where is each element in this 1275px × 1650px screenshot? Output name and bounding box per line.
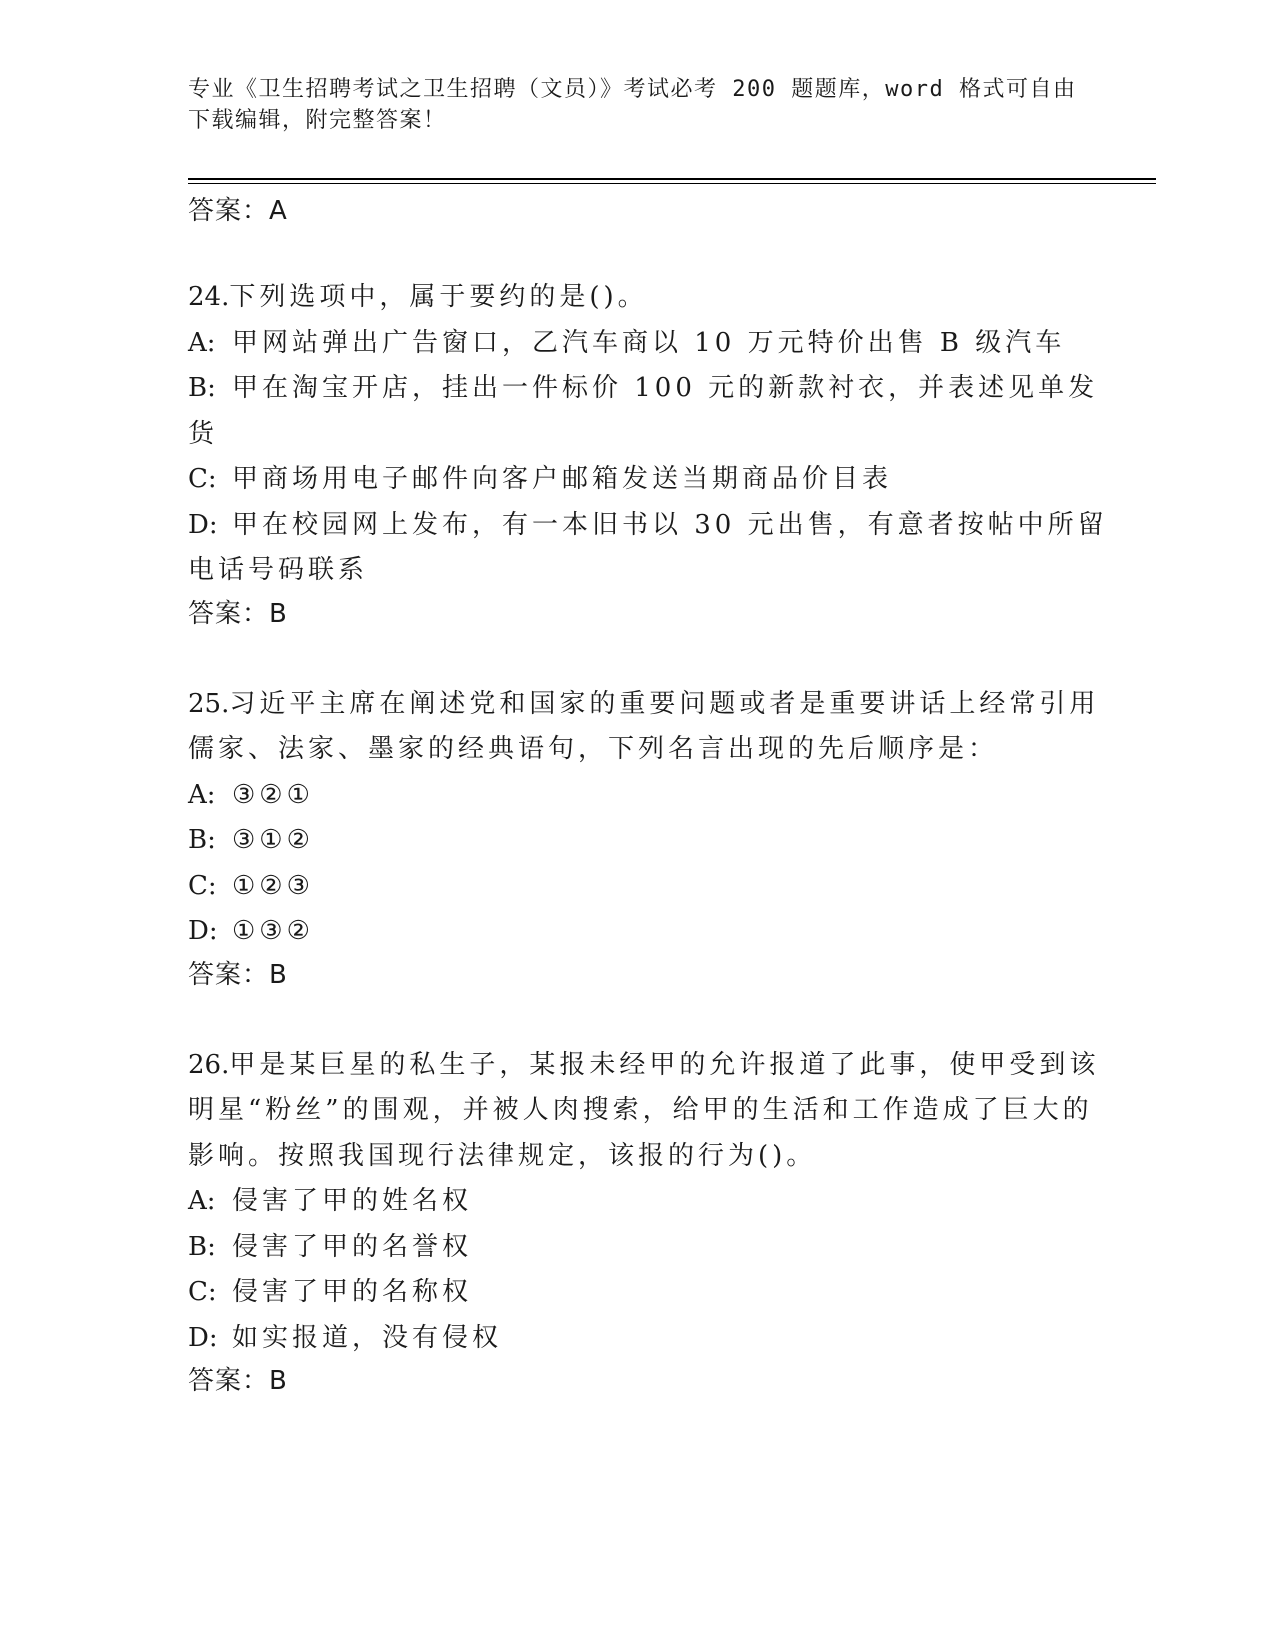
option-label: D: [188,509,218,540]
option-d [188,909,1108,955]
option-text: 甲商场用电子邮件向客户邮箱发送当期商品价目表 [232,464,893,494]
header-rule-thin [188,183,1156,184]
option-label: C: [188,1277,217,1307]
option-d [188,503,1108,594]
question-stem [188,682,1108,773]
answer-line: 答案：B [188,598,288,629]
option-text: 侵害了甲的名誉权 [232,1231,473,1262]
option-label: D: [188,916,218,946]
option-c [188,1270,1108,1316]
option-text: 甲在淘宝开店，挂出一件标价 100 元的新款衬衣，并表述见单发货 [188,373,1099,449]
document-header: 专业《卫生招聘考试之卫生招聘（文员）》考试必考 200 题题库，word 格式可自由下载编辑，附完整答案！ [188,77,1077,133]
option-label: B: [188,825,216,855]
option-text: ③①② [232,825,314,855]
option-a [188,773,1108,819]
option-text: 甲在校园网上发布，有一本旧书以 30 元出售，有意者按帖中所留电话号码联系 [188,509,1108,585]
option-label: D: [188,1322,218,1353]
document-body [188,191,1108,1401]
option-label: B: [188,373,216,403]
question-number: 24. [188,282,230,312]
header-rule-thick [188,178,1156,180]
option-label: B: [188,1231,216,1262]
option-text: 侵害了甲的名称权 [232,1277,473,1307]
option-text: ①③② [232,916,314,946]
option-c [188,864,1108,910]
option-text: ①②③ [232,870,314,901]
option-b [188,366,1108,457]
option-label: C: [188,464,217,494]
option-a [188,1179,1108,1225]
option-label: C: [188,870,217,901]
option-label: A: [188,1186,216,1216]
question-26 [188,1043,1108,1402]
option-d [188,1316,1108,1362]
option-b [188,818,1108,864]
question-25 [188,682,1108,995]
option-c [188,457,1108,503]
question-number: 26. [188,1049,230,1080]
question-stem [188,1043,1108,1180]
question-text: 下列选项中，属于要约的是()。 [229,282,648,312]
question-number: 25. [188,688,230,719]
option-text: ③②① [232,779,314,810]
answer-line: 答案：B [188,1366,288,1396]
option-text: 甲网站弹出广告窗口，乙汽车商以 10 万元特价出售 B 级汽车 [232,327,1066,358]
question-text: 甲是某巨星的私生子，某报未经甲的允许报道了此事，使甲受到该明星“粉丝”的围观，并被人肉搜索，给甲的生活和工作造成了巨大的影响。按照我国现行法律规定，该报的行为()。 [188,1049,1100,1171]
option-text: 侵害了甲的姓名权 [232,1186,473,1216]
option-text: 如实报道，没有侵权 [232,1322,503,1353]
option-label: A: [188,779,216,810]
question-24 [188,275,1108,634]
option-label: A: [188,327,216,358]
option-a [188,321,1108,367]
answer-line: 答案：B [188,959,288,990]
option-b [188,1225,1108,1271]
question-text: 习近平主席在阐述党和国家的重要问题或者是重要讲话上经常引用儒家、法家、墨家的经典语句，下列名言出现的先后顺序是： [188,688,1100,764]
answer-line: 答案：A [188,196,288,226]
question-stem [188,275,1108,321]
